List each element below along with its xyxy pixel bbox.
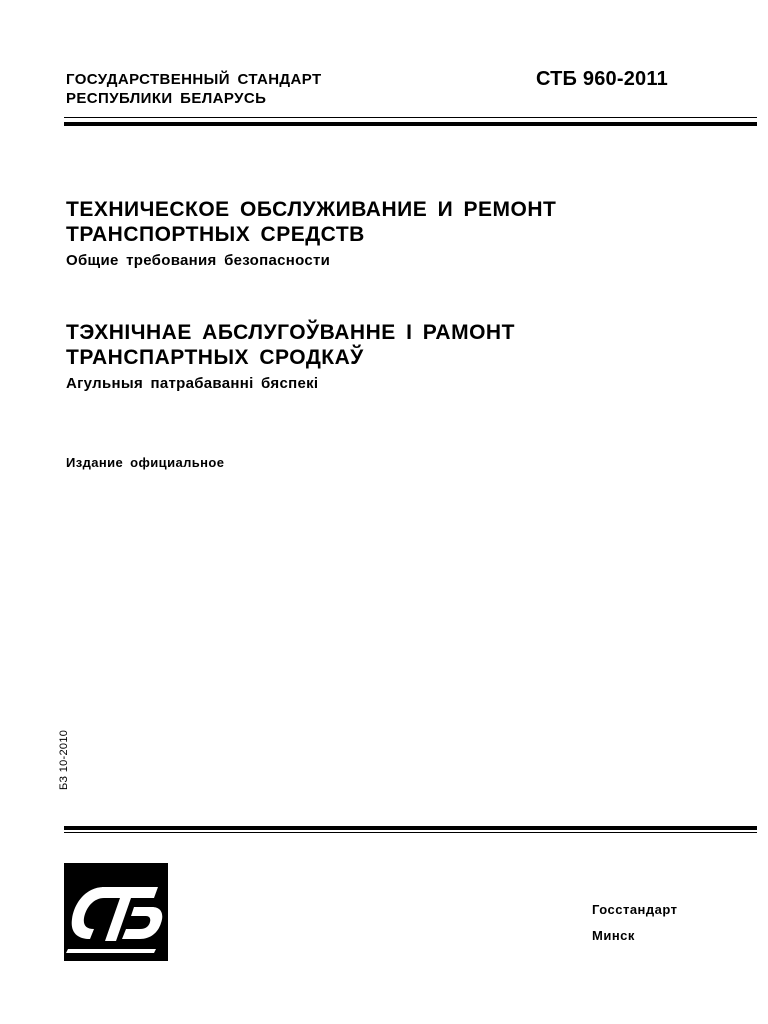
bottom-divider-thick — [64, 826, 757, 830]
top-divider-thin — [64, 117, 757, 118]
title-by-line-1: ТЭХНІЧНАЕ АБСЛУГОЎВАННЕ І РАМОНТ — [66, 321, 515, 344]
top-divider-thick — [64, 122, 757, 126]
standard-header — [66, 70, 322, 108]
header-line-2: РЕСПУБЛИКИ БЕЛАРУСЬ — [66, 90, 267, 107]
stb-logo-icon — [64, 863, 168, 961]
title-ru-line-2: ТРАНСПОРТНЫХ СРЕДСТВ — [66, 223, 365, 246]
title-ru-line-1: ТЕХНИЧЕСКОЕ ОБСЛУЖИВАНИЕ И РЕМОНТ — [66, 198, 557, 221]
header-line-1: ГОСУДАРСТВЕННЫЙ СТАНДАРТ — [66, 71, 322, 88]
subtitle-by: Агульныя патрабаванні бяспекі — [66, 375, 319, 392]
title-belarusian — [66, 320, 515, 393]
standard-code: СТБ 960-2011 — [536, 68, 668, 90]
side-code: БЗ 10-2010 — [58, 729, 70, 790]
publisher-city: Минск — [592, 928, 635, 943]
edition-label: Издание официальное — [66, 455, 225, 470]
publisher-org: Госстандарт — [592, 902, 678, 917]
bottom-divider-thin — [64, 832, 757, 833]
subtitle-ru: Общие требования безопасности — [66, 252, 331, 269]
title-russian — [66, 197, 556, 270]
title-by-line-2: ТРАНСПАРТНЫХ СРОДКАЎ — [66, 346, 364, 369]
